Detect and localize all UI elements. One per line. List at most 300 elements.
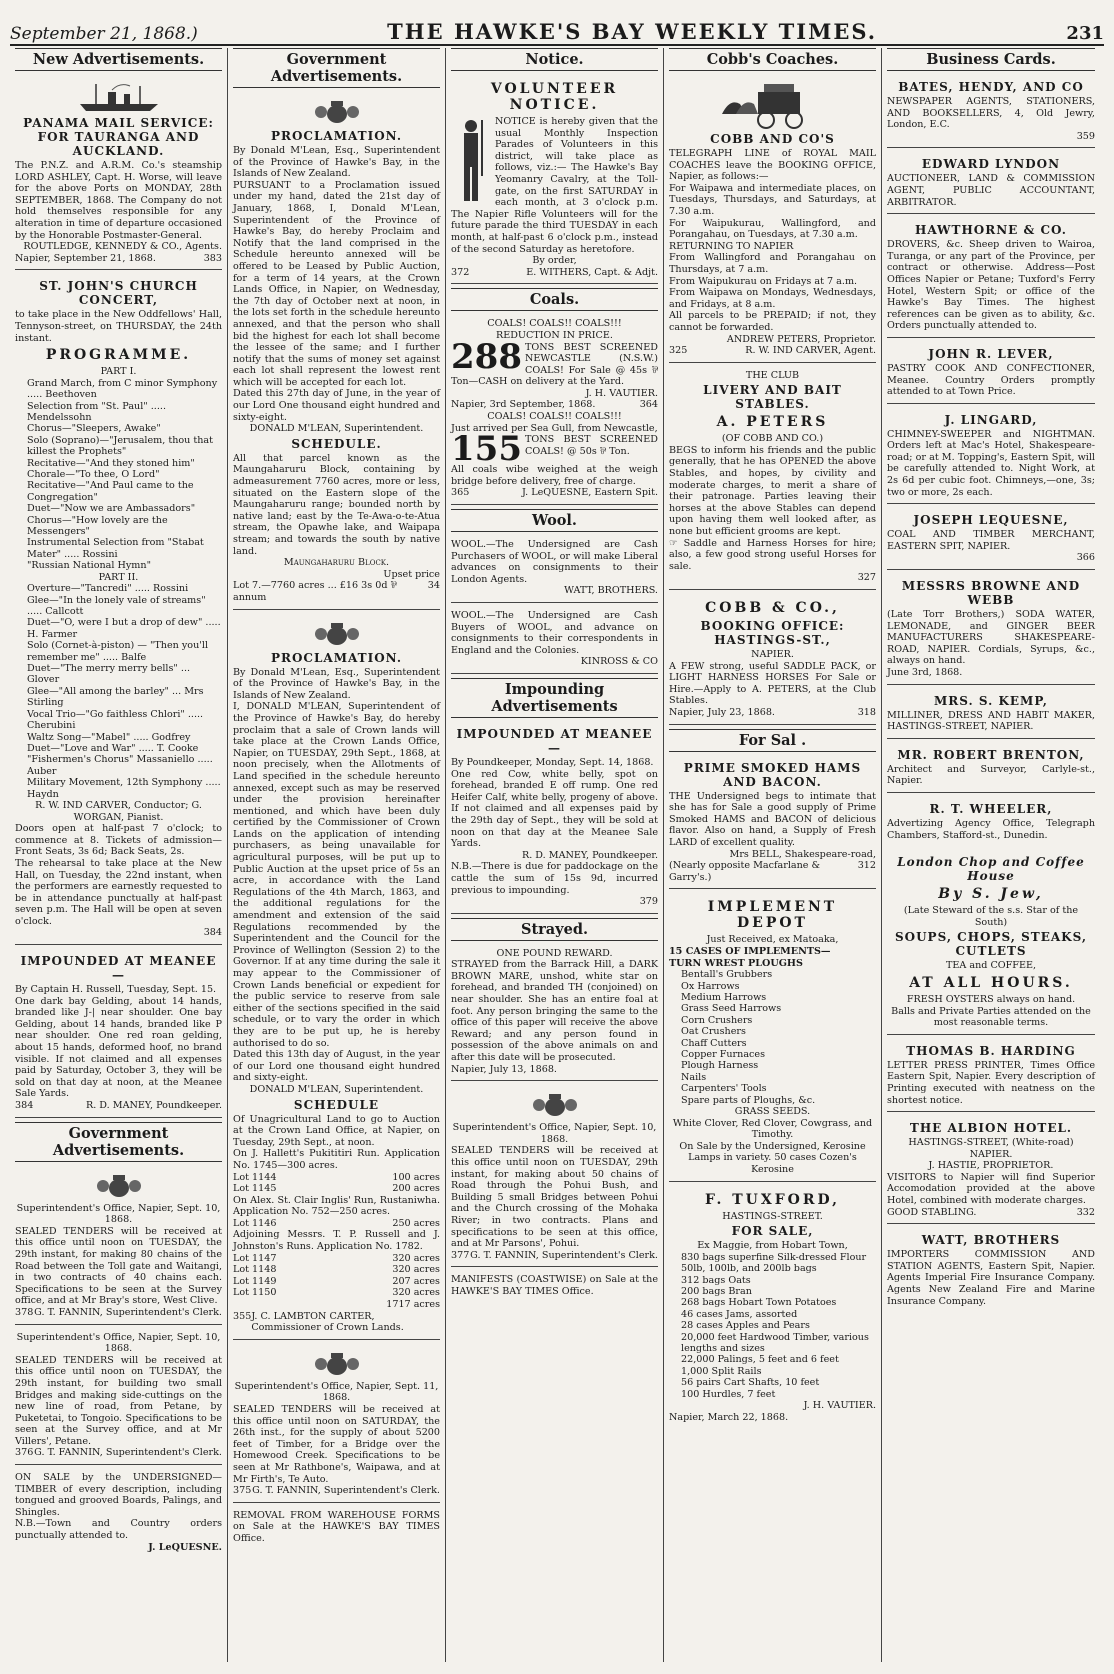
lot-row [233,1276,440,1288]
booking-footer [669,707,876,719]
section-heading: Impounding Advertisements [451,678,658,718]
implement-item: Grass Seed Harrows [681,1003,782,1015]
masthead-title: THE HAWKE'S BAY WEEKLY TIMES. [387,19,878,44]
section-heading: Government Advertisements. [15,1122,222,1162]
albion-hotel-advert [887,1116,1095,1224]
header-date: September 21, 1868.) [10,24,198,44]
proclamation-body: PURSUANT to a Proclamation issued under my hand, dated the 21st day of January, 1868, I, Donald M'Lean, Superintendent of the Province of Hawke's Bay, do hereby Proclaim and Notify that the land comprised in the Schedule hereunto annexed will be offered to be Leased by Public Auction, for a term of 14 years, at the Crown Lands Office, in Napier, on Wednesday, the 7th day of October next at noon, in the lots set forth in the schedule hereunto annexed, and that the person who shall bid the highest for each lot shall become the lessee of the same; and I further notify that the sums of money set against each lot shall represent the lowest rent which will be accepted for each lot. [233,179,440,388]
commissioner-row [233,1311,440,1334]
coal-tonnage: 288 [451,336,522,377]
block-name: Maungaharuru Block. [283,557,390,569]
total-acres: 1717 acres [386,1299,440,1311]
concert-doors: Doors open at half-past 7 o'clock; to commence at 8. Tickets of admission—Front Seats, 3s 6d; Back Seats, 2s. [15,823,222,858]
watt-brothers-advert [887,1228,1095,1312]
albion-footer [887,1207,1095,1219]
implement-item: Oat Crushers [681,1026,746,1038]
implement-item: Copper Furnaces [681,1048,766,1060]
lots-list-3 [233,1253,440,1299]
implement-sub: Just Received, ex Matoaka, [706,934,839,946]
card-body: Architect and Surveyor, Carlyle-st., Napier. [887,763,1095,787]
steamer-date: Napier, September 21, 1868. [15,252,156,264]
programme-item: Chorus—"How lovely are the Messengers" [27,514,168,537]
tender-body: SEALED TENDERS will be received at this office until noon on TUESDAY, 29th instant, for making about 50 chains of Road through the Pohui Bush, and Building 5 small Bridges between Pohui and the Church crossing of the Mohaka River; in two contracts. Plans and specifications to be seen at this office, and at Mr Parsons', Pohui. [451,1145,658,1250]
run-1: On J. Hallett's Pukititiri Run. Application No. 1745—300 acres. [233,1148,440,1171]
card-body: Advertizing Agency Office, Telegraph Chambers, Stafford-st., Dunedin. [887,817,1095,841]
business-card [887,508,1095,570]
timetable-line: From Waipawa on Mondays, Wednesdays, and Fridays, at 8 a.m. [669,287,876,310]
lots-list-2 [233,1218,440,1230]
advert-number: 359 [1076,130,1095,142]
for-sale-title: FOR SALE, [731,1224,814,1239]
sale-item: 1,000 Split Rails [681,1365,762,1377]
booking-place: NAPIER. [751,649,794,660]
tenders-advert-1 [15,1166,222,1325]
lot-acres: 200 acres [392,1183,440,1195]
impounded-body: One dark bay Gelding, about 14 hands, branded like J-| near shoulder. One bay Gelding, about 14 hands, branded like P near shoulder. One red roan gelding, about 15 hands, deformed hoof, no brand visible. If not claimed and all expenses paid by Saturday, October 3, they will be sold on that day at noon, at the Meanee Sale Yards. [15,995,222,1100]
proclamation-signature: DONALD M'LEAN, Superintendent. [249,1083,424,1095]
sale-item: 830 bags superfine Silk-dressed Flour 50lb, 100lb, and 200lb bags [681,1251,867,1275]
coals-signature: J. H. VAUTIER. [585,387,658,399]
royal-crest-icon [89,1173,149,1199]
programme-item: Solo (Soprano)—"Jerusalem, thou that killest the Prophets" [27,434,214,458]
manifests-advert [451,1271,658,1302]
lot-row [233,1218,440,1230]
tuxford-name: F. TUXFORD, [704,1191,841,1208]
programme-part-two [15,583,222,800]
coals-line-2: TONS BEST SCREENED COALS! @ 50s ⅌ Ton. [524,434,658,457]
section-heading: For Sal . [669,729,876,752]
hams-title: PRIME SMOKED HAMS AND BACON. [683,760,862,789]
schedule-heading: SCHEDULE. [291,436,382,451]
implement-item: Nails [681,1071,707,1083]
programme-item: Grand March, from C minor Symphony ..... Beethoven [27,377,218,401]
business-card [887,342,1095,404]
sale-item: 46 cases Jams, assorted [681,1308,798,1320]
sale-item: 200 bags Bran [681,1285,752,1297]
impound-signature: R. D. MANEY, Poundkeeper. [521,849,658,861]
column-5 [882,48,1100,1662]
hams-footer [669,860,876,883]
royal-crest-icon [307,1351,367,1377]
timetable-line: From Waipukurau on Fridays at 7 a.m. [669,275,858,287]
lot-number: Lot 1148 [233,1264,277,1276]
timetable-line: From Wallingford and Porangahau on Thursdays, at 7 a.m. [669,252,876,275]
tuxford-list [669,1252,876,1400]
lot-number: Lot 1147 [233,1252,277,1264]
hams-address: (Nearly opposite Macfarlane & Garry's.) [669,860,821,883]
proclamation-dated: Dated this 27th day of June, in the year of our Lord One thousand eight hundred and sixty-eight. [233,388,440,423]
sale-item: 22,000 Palings, 5 feet and 6 feet [681,1354,839,1366]
tuxford-ex: Ex Maggie, from Hobart Town, [697,1240,848,1252]
implement-item: Bentall's Grubbers [681,969,773,981]
card-body: PASTRY COOK AND CONFECTIONER, Meanee. Country Orders promptly attended to at Town Price. [887,362,1095,398]
timber-body: ON SALE by the UNDERSIGNED—TIMBER of every description, including tongued and grooved Boards, Palings, and Shingles. [15,1472,222,1518]
cobb-agent: R. W. IND CARVER, Agent. [745,345,876,357]
sale-item: 100 Hurdles, 7 feet [681,1388,776,1400]
advert-number: 365 [451,487,470,499]
coals-footer-2 [451,487,658,499]
advert-number: 383 [203,252,222,264]
impounded-title: IMPOUNDED AT MEANEE— [20,954,217,983]
club-title: LIVERY AND BAIT STABLES. [703,383,842,412]
timetable-line: For Waipukurau, Wallingford, and Porangahau, on Tuesdays, at 7.30 a.m. [669,217,876,241]
column-3 [446,48,664,1662]
tender-footer [15,1447,222,1459]
programme-item: Glee—"In the lonely vale of streams" ..... Callcott [27,594,206,618]
implement-list [669,969,876,1106]
harding-body: LETTER PRESS PRINTER, Times Office Eastern Spit, Napier. Every description of Printing executed with neatness on the shortest notice. [887,1059,1095,1106]
proclamation-title: PROCLAMATION. [270,129,403,143]
implement-item: Corn Crushers [681,1014,753,1026]
business-card [887,408,1095,505]
tenders-advert-2 [15,1329,222,1466]
seeds-body: White Clover, Red Clover, Cowgrass, and Timothy. [672,1117,873,1141]
proclamation-by: By Donald M'Lean, Esq., Superintendent of the Province of Hawke's Bay, in the Islands of New Zealand. [233,145,440,180]
section-heading: Notice. [451,48,658,71]
hams-advert [669,756,876,890]
programme-item: Solo (Cornet-à-piston) — "Then you'll remember me" ..... Balfe [27,640,209,663]
lot-row [233,1287,440,1299]
volunteer-signature: E. WITHERS, Capt. & Adjt. [526,266,658,278]
programme-item: Duet—"Love and War" ..... T. Cooke [27,742,199,754]
advert-number: 355 [233,1310,252,1322]
proclamation-title: PROCLAMATION. [270,650,403,665]
steamer-body: The P.N.Z. and A.R.M. Co.'s steamship LORD ASHLEY, Capt. H. Worse, will leave for the above Ports on MONDAY, 28th SEPTEMBER, 1868. The Company do not hold themselves responsible for any alteration in time of departure occasioned by the Honorable Postmaster-General. [15,160,222,241]
tuxford-address: HASTINGS-STREET. [722,1210,823,1222]
implement-item: Medium Harrows [681,991,767,1003]
royal-crest-icon [307,99,367,125]
coal-tonnage: 155 [451,429,522,470]
sale-item: 56 pairs Cart Shafts, 10 feet [681,1377,820,1389]
impound-advert [451,722,658,914]
coals-weighed: All coals wibe weighed at the weigh bridge before delivery, free of charge. [451,464,658,487]
albion-body: VISITORS to Napier will find Superior Accomodation provided at the above Hotel, combined with moderate charges. [887,1171,1095,1207]
lot-acres: 320 acres [392,1252,440,1264]
card-body: MILLINER, DRESS AND HABIT MAKER, HASTINGS-STREET, NAPIER. [887,709,1095,733]
wool-signature: WATT, BROTHERS. [564,585,658,597]
lamps-body: On Sale by the Undersigned, Kerosine Lamps in variety. 50 cases Cozen's Kerosine [679,1140,866,1175]
club-saddle-text: Saddle and Harness Horses for hire; also, a few good strong useful Horses for sale. [669,537,876,572]
implement-item: Chaff Cutters [681,1037,747,1049]
club-saddle [669,538,876,573]
harding-advert [887,1039,1095,1112]
tender-office: Superintendent's Office, Napier, Sept. 10, 1868. [16,1202,221,1226]
volunteer-footer [451,267,658,279]
lot-number: Lot 1149 [233,1275,277,1287]
coals-head-2: COALS! COALS!! COALS!!! [487,411,622,423]
royal-crest-icon [307,621,367,647]
albion-title: THE ALBION HOTEL. [909,1121,1073,1136]
business-cards [887,75,1095,846]
tender-body: SEALED TENDERS will be received at this office until noon on TUESDAY, the 29th instant, for building two small Bridges and making side-cuttings on the new line of road, from Petane, by Puketetai, to Tongoio. Specifications to be seen at the Survey office, and at Mr Villers', Petane. [15,1354,222,1447]
part-one-label: PART I. [100,366,137,378]
lot-acres: 207 acres [392,1275,440,1287]
cobb-proprietor: ANDREW PETERS, Proprietor. [726,333,876,345]
tender-signature: G. T. FANNIN, Superintendent's Clerk. [252,1485,440,1497]
albion-address: HASTINGS-STREET, (White-road) NAPIER. [908,1137,1074,1160]
business-card [887,75,1095,148]
impounded-by: By Captain H. Russell, Tuesday, Sept. 15. [15,984,217,996]
tender-office: Superintendent's Office, Napier, Sept. 10, 1868. [16,1331,221,1355]
removal-body: REMOVAL FROM WAREHOUSE FORMS on Sale at the HAWKE'S BAY TIMES Office. [233,1509,440,1544]
impounded-footer [15,1100,222,1112]
tender-footer [15,1307,222,1319]
lot-acres: 320 acres [392,1264,440,1276]
business-card [887,689,1095,739]
business-card [887,574,1095,685]
coals-line-1: TONS BEST SCREENED NEWCASTLE (N.S.W.) COALS! For Sale @ 45s ⅌ Ton—CASH on delivery at the Yard. [451,341,658,388]
timber-signature: J. LeQUESNE. [148,1541,222,1553]
sale-item: 312 bags Oats [681,1274,751,1286]
card-name: R. T. WHEELER, [929,801,1053,816]
tender-signature: G. T. FANNIN, Superintendent's Clerk. [34,1447,222,1459]
lot-acres: 250 acres [392,1217,440,1229]
cobb-prepaid: All parcels to be PREPAID; if not, they cannot be forwarded. [669,310,876,333]
card-body: AUCTIONEER, LAND & COMMISSION AGENT, PUBLIC ACCOUNTANT, ARBITRATOR. [887,173,1095,208]
lot-number: Lot 1146 [233,1217,277,1229]
strayed-advert [451,945,658,1082]
chop-title: London Chop and Coffee House [897,855,1085,884]
business-card [887,218,1095,338]
tender-body: SEALED TENDERS will be received at this office until noon on TUESDAY, the 29th instant, for making 80 chains of the Road between the Toll gate and Waitangi, in two contracts of 40 chains each. Specifications to be seen at the Survey office, and at Mr Bray's store, West Clive. [15,1225,222,1307]
wool-body: WOOL.—The Undersigned are Cash Purchasers of WOOL, or will make Liberal advances on consignments to their London Agents. [451,539,658,585]
strayed-date: Napier, July 13, 1868. [451,1063,557,1075]
implement-item: Carpenters' Tools [681,1083,767,1095]
programme-item: Glee—"All among the barley" ... Mrs Stirling [27,685,204,709]
card-name: BATES, HENDY, AND CO [898,80,1084,94]
advert-number: 377 [451,1249,470,1261]
steamer-footer [15,253,222,265]
card-body: CHIMNEY-SWEEPER and NIGHTMAN. Orders left at Mac's Hotel, Shakespeare-road; or at M. Topping's, Eastern Spit, will be carefully attended to. Night Work, at 2s 6d per cubic foot. Chimneys,—one, 3s; two or more, 2s each. [887,428,1095,498]
steamer-title: PANAMA MAIL SERVICE: FOR TAURANGA AND AUCKLAND. [23,116,214,158]
tender-body: SEALED TENDERS will be received at this office until noon on SATURDAY, the 26th inst., for the supply of about 5200 feet of Timber, for a Bridge over the Homewood Creek. Specifications to be seen at Mr Rathbone's, Waipawa, and at Mr Firth's, Te Auto. [233,1404,440,1485]
concert-title: ST. JOHN'S CHURCH CONCERT, [39,279,198,308]
implement-item: Spare parts of Ploughs, &c. [681,1094,816,1106]
columns [10,48,1104,1662]
impounded-signature: R. D. MANEY, Poundkeeper. [85,1100,222,1111]
booking-date: Napier, July 23, 1868. [669,706,775,718]
advert-number: 312 [857,860,876,872]
run-3: Adjoining Messrs. T. P. Russell and J. Johnston's Runs. Application No. 1782. [233,1229,440,1253]
proclamation-1 [233,92,440,610]
wool-advert-1 [451,536,658,603]
card-body: DROVERS, &c. Sheep driven to Wairoa, Turanga, or any part of the Province, per contract or otherwise. Address—Post Offices Napier or Petane; Tuxford's Ferry Hotel, Western Spit; or office of the Hawke's Bay Times. The highest references can be given as to ability, &c. Orders punctually attended to. [887,239,1095,332]
cobb-body: TELEGRAPH LINE of ROYAL MAIL COACHES leave the BOOKING OFFICE, Napier, as follows:— [669,148,876,183]
hams-signature: Mrs BELL, Shakespeare-road, [729,848,876,860]
programme-item: "Fishermen's Chorus" Massaniello ..... Auber [27,754,213,777]
card-name: EDWARD LYNDON [921,157,1061,172]
coals-sub: REDUCTION IN PRICE. [496,329,613,341]
chop-balls: Balls and Private Parties attended on the most reasonable terms. [891,1005,1091,1029]
advert-number: 384 [15,1100,34,1111]
card-body: COAL AND TIMBER MERCHANT, EASTERN SPIT, NAPIER. [887,529,1095,552]
chop-soups: SOUPS, CHOPS, STEAKS, CUTLETS [894,930,1088,959]
wool-advert-2 [451,607,658,674]
programme-item: Waltz Song—"Mabel" ..... Godfrey [27,731,191,743]
advert-number: 376 [15,1447,34,1459]
booking-title: COBB & CO., [705,600,840,616]
implement-cases: 15 CASES OF IMPLEMENTS— [669,945,831,957]
volunteer-title: VOLUNTEER NOTICE. [490,81,619,113]
section-heading: Cobb's Coaches. [669,48,876,71]
steamer-advert [15,75,222,270]
schedule-intro: Of Unagricultural Land to go to Auction at the Crown Land Office, at Napier, on Tuesday, 29th Sept., at noon. [233,1113,440,1148]
royal-crest-icon [525,1092,585,1118]
programme-item: Chorale—"To thee, O Lord" [27,468,160,480]
lot-acres: 100 acres [392,1171,440,1183]
booking-office-advert [669,594,876,725]
cobb-title: COBB AND CO'S [710,132,835,146]
programme-item: Selection from "St. Paul" ..... Mendelssohn [27,400,166,423]
lot-number: Lot 1150 [233,1287,277,1299]
advert-number: 378 [15,1306,34,1318]
advert-number: 366 [1076,552,1095,564]
soldier-icon [451,116,491,206]
section-heading: Coals. [451,288,658,311]
chop-by: By S. Jew, [938,886,1044,903]
schedule-heading: SCHEDULE [293,1097,380,1112]
tender-footer [233,1485,440,1497]
coals-date: Napier, 3rd September, 1868. [451,399,596,411]
stagecoach-icon [718,80,828,130]
card-name: MRS. S. KEMP, [934,693,1048,708]
steamer-signature: ROUTLEDGE, KENNEDY & CO., Agents. [23,241,222,253]
impound-title: IMPOUNDED AT MEANEE— [456,726,653,755]
volunteer-notice [451,75,658,284]
club-sub: (OF COBB AND CO.) [721,433,824,445]
club-stables-advert [669,367,876,590]
section-heading: Strayed. [451,918,658,941]
business-card [887,743,1095,793]
advert-number: 364 [639,399,658,411]
advert-number: 372 [451,266,470,278]
business-card [887,797,1095,846]
concert-body: to take place in the New Oddfellows' Hall, Tennyson-street, on THURSDAY, the 24th instant. [15,309,222,344]
advert-number: 34 [427,580,440,592]
volunteer-by: By order, [532,255,577,267]
programme-item: Duet—"The merry merry bells" ... Glover [27,663,191,686]
column-1 [10,48,228,1662]
section-heading: Government Advertisements. [233,48,440,88]
implement-depot-advert [669,893,876,1181]
implement-title: IMPLEMENT DEPOT [707,899,838,932]
coals-signature-2: J. LeQUESNE, Eastern Spit. [522,487,658,499]
advert-number: 379 [639,896,658,908]
lot-number: Lot 1144 [233,1171,277,1183]
lots-list-1 [233,1172,440,1195]
booking-sub: BOOKING OFFICE: HASTINGS-ST., [700,619,845,647]
lot-row [233,580,440,603]
proclamation-2 [233,614,440,1340]
hams-body: THE Undersigned begs to intimate that she has for Sale a good supply of Prime Smoked HAMS and BACON of delicious flavor. Also on hand, a Supply of Fresh LARD of excellent quality. [669,790,876,848]
pointing-hand-icon: ☞ [669,537,684,549]
programme-item: "Russian National Hymn" [27,560,151,572]
seeds-heading: GRASS SEEDS. [734,1105,811,1117]
business-card [887,152,1095,214]
proclamation-by: By Donald M'Lean, Esq., Superintendent of the Province of Hawke's Bay, in the Islands of New Zealand. [233,666,440,701]
chop-hours: AT ALL HOURS. [909,974,1073,991]
programme-item: Overture—"Tancredi" ..... Rossini [27,583,189,595]
section-heading: Wool. [451,509,658,532]
coach-timetable [669,183,876,311]
strayed-title: ONE POUND REWARD. [496,947,613,959]
page-header [10,18,1104,46]
upset-price-label: Upset price [383,568,440,580]
tender-footer [451,1250,658,1262]
programme-item: Vocal Trio—"Go faithless Chlori" ..... Cherubini [27,708,204,732]
run-2: On Alex. St. Clair Inglis' Run, Rustaniwha. Application No. 752—250 acres. [233,1194,440,1218]
coals-offer-2 [451,429,658,470]
lot-detail: Lot 7.—7760 acres ... £16 3s 0d ⅌ annum [233,580,397,603]
tenders-advert-4 [451,1085,658,1267]
section-heading: New Advertisements. [15,48,222,71]
implement-item: Plough Harness [681,1060,759,1072]
programme-item: Instrumental Selection from "Stabat Mater" ..... Rossini [27,537,204,560]
advert-number: 332 [1076,1206,1095,1218]
strayed-body: STRAYED from the Barrack Hill, a DARK BROWN MARE, unshod, white star on forehead, and branded TH (conjoined) on near shoulder. She has an entire foal at foot. Any person bringing the same to the office of this paper will receive the above Reward; and any person found in possession of the above animals on and after this date will be prosecuted. [451,959,658,1064]
column-4 [664,48,882,1662]
tender-signature: G. T. FANNIN, Superintendent's Clerk. [470,1249,658,1261]
lot-row [233,1253,440,1265]
wool-body: WOOL.—The Undersigned are Cash Buyers of WOOL, and advance on consignments to their correspondents in England and the Colonies. [451,610,658,656]
tender-office: Superintendent's Office, Napier, Sept. 11, 1868. [234,1380,439,1404]
advert-number: 318 [857,706,876,718]
card-name: JOSEPH LEQUESNE, [913,513,1069,528]
card-body: (Late Torr Brothers,) SODA WATER, LEMONADE, and GINGER BEER MANUFACTURERS SHAKESPEARE-ROAD, NAPIER. Cordials, Syrups, &c., always on hand. [887,609,1095,667]
card-date: June 3rd, 1868. [887,667,963,678]
tender-office: Superintendent's Office, Napier, Sept. 10, 1868. [452,1122,657,1145]
chop-tea: TEA and COFFEE, [945,960,1037,972]
concert-rehearsal: The rehearsal to take place at the New Hall, on Tuesday, the 22nd instant, when the performers are earnestly requested to be in attendance punctually at half-past seven p.m. The Hall will be open at seven o'clock. [15,857,222,927]
chop-late: (Late Steward of the s.s. Star of the South) [903,905,1079,928]
schedule-body: All that parcel known as the Maungaharuru Block, containing by admeasurement 7760 acres, more or less, situated on the Eastern slope of the Maungaharuru range; bounded north by native land; east by the Te-Awa-o-te-Atua stream, the Opawhe lake, and Waipapa stream; and towards the south by native land. [233,452,440,557]
tender-signature: G. T. FANNIN, Superintendent's Clerk. [34,1306,222,1318]
programme-item: Duet—"Now we are Ambassadors" [27,503,196,515]
concert-signature: R. W. IND CARVER, Conductor; G. WORGAN, Pianist. [35,799,202,823]
lot-acres: 320 acres [392,1287,440,1299]
timetable-line: For Waipawa and intermediate places, on Tuesdays, Thursdays, and Saturdays, at 7.30 a.m. [669,182,876,217]
impound-by: By Poundkeeper, Monday, Sept. 14, 1868. [451,756,654,768]
steamship-icon [74,80,164,114]
timber-note: N.B.—Town and Country orders punctually attended to. [15,1518,222,1542]
programme-part-one [15,378,222,572]
section-heading: Business Cards. [887,48,1095,71]
coals-footer [451,399,658,411]
albion-stabling: GOOD STABLING. [887,1206,977,1218]
implement-lead: TURN WREST PLOUGHS [669,957,803,969]
chop-house-advert [887,850,1095,1035]
coals-offer-1 [451,336,658,388]
tuxford-signature: J. H. VAUTIER. [803,1400,876,1411]
lot-number: Lot 1145 [233,1183,277,1195]
card-name: HAWTHORNE & CO. [914,223,1067,238]
programme-heading: PROGRAMME. [45,347,192,364]
programme-item: Recitative—"And they stoned him" [27,457,195,469]
timber-advert [15,1469,222,1558]
coals-head: COALS! COALS!! COALS!!! [487,318,622,330]
wool-signature: KINROSS & CO [580,656,658,668]
tuxford-date: Napier, March 22, 1868. [669,1411,789,1423]
card-name: JOHN R. LEVER, [928,346,1054,361]
advert-number: 384 [203,927,222,939]
removal-forms-advert [233,1507,440,1550]
column-2 [228,48,446,1662]
card-name: MESSRS BROWNE AND WEBB [901,579,1081,608]
impounded-advert [15,949,222,1118]
tenders-advert-3 [233,1344,440,1503]
timetable-line: RETURNING TO NAPIER [669,240,794,252]
cobb-footer [669,345,876,357]
